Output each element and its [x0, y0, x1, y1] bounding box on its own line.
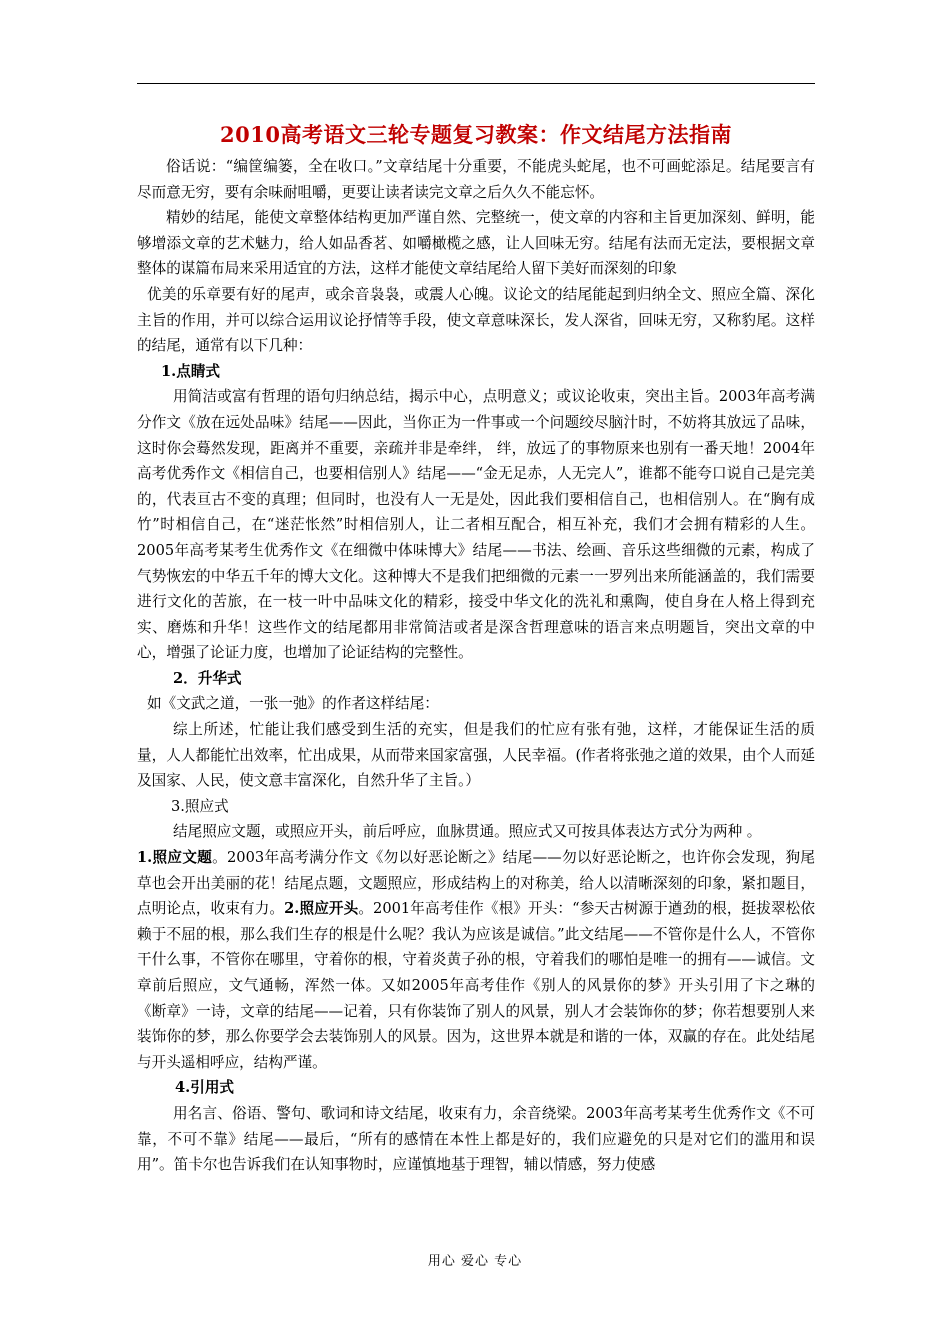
section-3-intro: 结尾照应文题，或照应开头，前后呼应，血脉贯通。照应式又可按具体表达方式分为两种 。	[173, 823, 762, 841]
label-echo-opening: 2.照应开头	[284, 900, 359, 918]
label-echo-title: 1.照应文题	[137, 849, 213, 867]
section-4-paragraph: 用名言、俗语、警句、歌词和诗文结尾，收束有力，余音绕梁。2003年高考某考生优秀作文《不可靠，不可不靠》结尾——最后，“所有的感情在本性上都是好的，我们应避免的只是对它们的滥用和误用”。笛卡尔也告诉我们在认知事物时，应谨慎地基于理智，辅以情感，努力使感	[137, 1104, 815, 1174]
section-heading-3: 3.照应式	[171, 797, 229, 815]
section-2-intro: 如《文武之道，一张一弛》的作者这样结尾：	[147, 695, 439, 713]
header-rule	[137, 83, 815, 84]
intro-paragraph-3: 优美的乐章要有好的尾声，或余音袅袅，或震人心魄。议论文的结尾能起到归纳全文、照应全篇、深化主旨的作用，并可以综合运用议论抒情等手段，使文章意味深长，发人深省，回味无穷，又称豹尾。这样的结尾，通常有以下几种：	[137, 285, 815, 355]
intro-paragraph-1: 俗话说：“编筐编篓，全在收口。”文章结尾十分重要，不能虎头蛇尾，也不可画蛇添足。结尾要言有尽而意无穷，要有余味耐咀嚼，更要让读者读完文章之后久久不能忘怀。	[137, 158, 815, 201]
document-title: 2010高考语文三轮专题复习教案：作文结尾方法指南	[220, 122, 732, 147]
page-footer: 用心 爱心 专心	[427, 1254, 523, 1269]
intro-paragraph-2: 精妙的结尾，能使文章整体结构更加严谨自然、完整统一，使文章的内容和主旨更加深刻、鲜明，能够增添文章的艺术魅力，给人如品香茗、如嚼橄榄之感，让人回味无穷。结尾有法而无定法，要根据文章整体的谋篇布局来采用适宜的方法，这样才能使文章结尾给人留下美好而深刻的印象	[137, 209, 815, 278]
document-body	[137, 118, 815, 1178]
echo-title-text: 。2003年高考满分作文《勿以好恶论断之》结尾——勿以好恶论断之，也许你会发现，狗尾草也会开出美丽的花！结尾点题，文题照应，形成结构上的对称美，给人以清晰深刻的印象，紧扣题目，点明论点，收束有力。	[137, 849, 815, 918]
section-heading-4: 4.引用式	[175, 1079, 235, 1097]
section-1-paragraph: 用简洁或富有哲理的语句归纳总结，揭示中心，点明意义；或议论收束，突出主旨。2003年高考满分作文《放在远处品味》结尾——因此，当你正为一件事或一个问题绞尽脑汁时，不妨将其放远了品味，这时你会蓦然发现，距离并不重要，亲疏并非是牵绊， 绊，放远了的事物原来也别有一番天地！2004年高考优秀作文《相信自己，也要相信别人》结尾——“金无足赤，人无完人”，谁都不能夸口说自己是完美的，代表亘古不变的真理；但同时，也没有人一无是处，因此我们要相信自己，也相信别人。在“胸有成竹”时相信自己，在“迷茫怅然”时相信别人，让二者相互配合，相互补充，我们才会拥有精彩的人生。2005年高考某考生优秀作文《在细微中体味博大》结尾——书法、绘画、音乐这些细微的元素，构成了气势恢宏的中华五千年的博大文化。这种博大不是我们把细微的元素一一罗列出来所能涵盖的，我们需要进行文化的苦旅，在一枝一叶中品味文化的精彩，接受中华文化的洗礼和熏陶，使自身在人格上得到充实、磨炼和升华！这些作文的结尾都用非常简洁或者是深含哲理意味的语言来点明题旨，突出文章的中心，增强了论证力度，也增加了论证结构的完整性。	[137, 388, 815, 662]
section-3-examples	[137, 845, 815, 1075]
section-2-quote: 综上所述，忙能让我们感受到生活的充实，但是我们的忙应有张有弛，这样，才能保证生活的质量，人人都能忙出效率，忙出成果，从而带来国家富强，人民幸福。(作者将张弛之道的效果，由个人而延及国家、人民，使文意丰富深化，自然升华了主旨。）	[137, 721, 815, 790]
echo-opening-text: 。2001年高考佳作《根》开头：“参天古树源于遒劲的根，挺拔翠松依赖于不屈的根，那么我们生存的根是什么呢？我认为应该是诚信。”此文结尾——不管你是什么人，不管你干什么事，不管你在哪里，守着你的根，守着炎黄子孙的根，守着我们的哪怕是唯一的拥有——诚信。文章前后照应，文气通畅，浑然一体。又如2005年高考佳作《别人的风景你的梦》开头引用了卞之琳的《断章》一诗，文章的结尾——记着，只有你装饰了别人的风景，别人才会装饰你的梦；你若想要别人来装饰你的梦，那么你要学会去装饰别人的风景。因为，这世界本就是和谐的一体，双赢的存在。此处结尾与开头遥相呼应，结构严谨。	[137, 900, 815, 1071]
section-heading-1: 1.点睛式	[161, 362, 221, 380]
section-heading-2: 2．升华式	[173, 669, 242, 687]
